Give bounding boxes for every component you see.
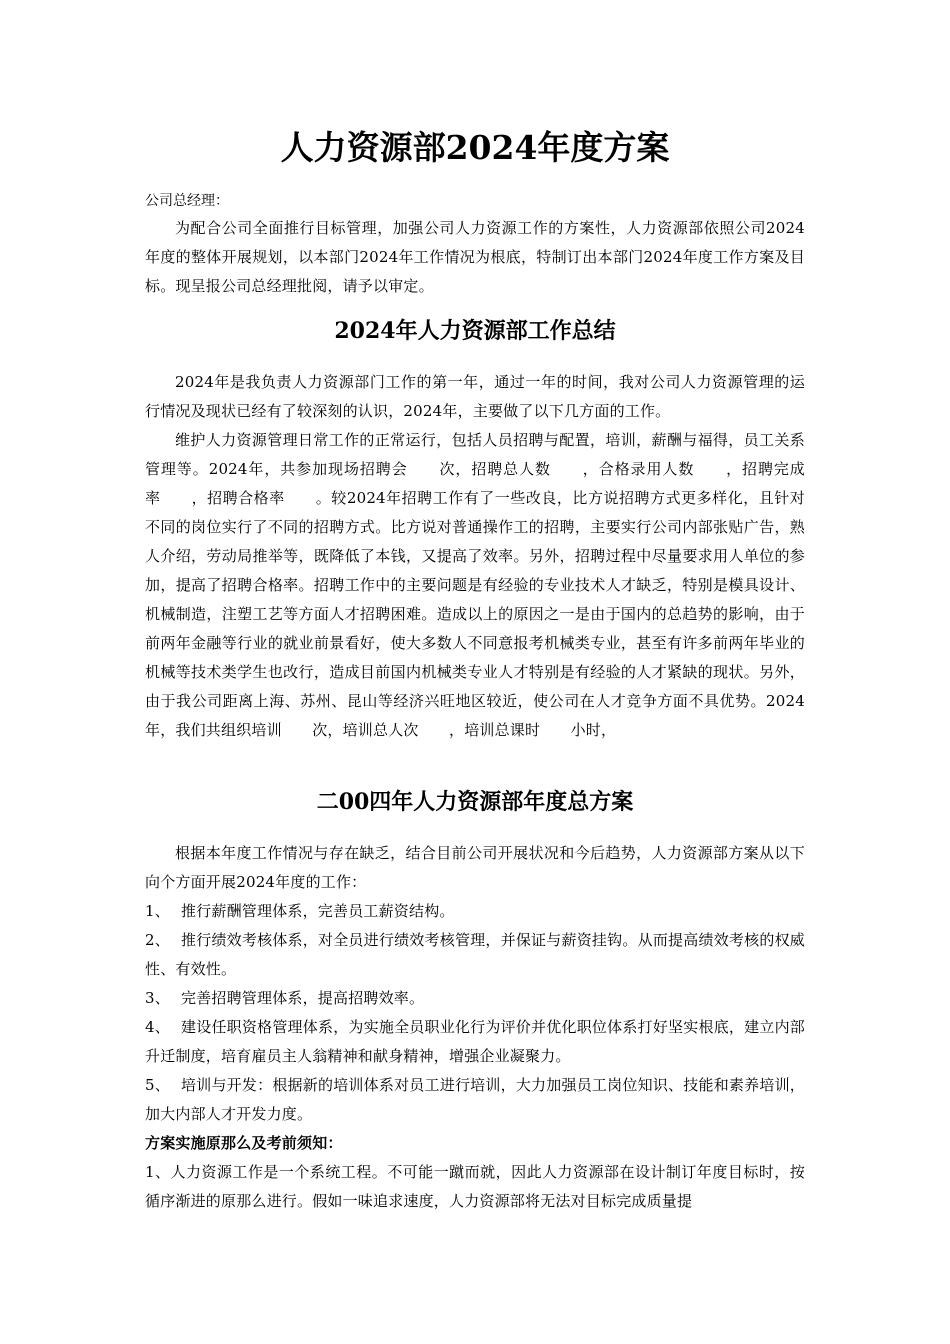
document-title: 人力资源部2024年度方案 [280,128,670,167]
plan-item: 3、 完善招聘管理体系，提高招聘效率。 [145,989,425,1007]
plan-item: 1、 推行薪酬管理体系，完善员工薪资结构。 [145,902,455,920]
principle-item: 1、人力资源工作是一个系统工程。不可能一蹴而就，因此人力资源部在设计制订年度目标时，按循序渐进的原那么进行。假如一味追求速度，人力资源部将无法对目标完成质量提 [145,1163,805,1210]
intro-paragraph: 为配合公司全面推行目标管理，加强公司人力资源工作的方案性，人力资源部依照公司2024年度的整体开展规划，以本部门2024年工作情况为根底，特制订出本部门2024年度工作方案及目标。现呈报公司总经理批阅，请予以审定。 [145,219,805,295]
summary-paragraph-1: 2024年是我负责人力资源部门工作的第一年，通过一年的时间，我对公司人力资源管理的运行情况及现状已经有了较深刻的认识，2024年，主要做了以下几方面的工作。 [145,373,805,420]
summary-paragraph-2: 维护人力资源管理日常工作的正常运行，包括人员招聘与配置，培训，薪酬与福得，员工关系管理等。2024年，共参加现场招聘会 次，招聘总人数 ，合格录用人数 ，招聘完成率 ，招聘合格率 。较2024年招聘工作有了一些改良，比方说招聘方式更多样化，且针对不同的岗位实行了不同的招聘方式。比方说对普通操作工的招聘，主要实行公司内部张贴广告，熟人介绍，劳动局推举等，既降低了本钱，又提高了效率。另外，招聘过程中尽量要求用人单位的参加，提高了招聘合格率。招聘工作中的主要问题是有经验的专业技术人才缺乏，特别是模具设计、机械制造，注塑工艺等方面人才招聘困难。造成以上的原因之一是由于国内的总趋势的影响，由于前两年金融等行业的就业前景看好，使大多数人不同意报考机械类专业，甚至有许多前两年毕业的机械等技术类学生也改行，造成目前国内机械类专业人才特别是有经验的人才紧缺的现状。另外，由于我公司距离上海、苏州、昆山等经济兴旺地区较近，使公司在人才竞争方面不具优势。2024年，我们共组织培训 次，培训总人次 ，培训总课时 小时， [145,431,805,739]
section-heading-plan: 二00四年人力资源部年度总方案 [316,789,634,815]
intro-block [145,214,805,301]
summary-block [145,368,805,745]
plan-item: 4、 建设任职资格管理体系，为实施全员职业化行为评价并优化职位体系打好坚实根底，建立内部升迁制度，培育雇员主人翁精神和献身精神，增强企业凝聚力。 [145,1018,805,1065]
plan-block [145,839,805,1216]
section-heading-summary: 2024年人力资源部工作总结 [334,318,616,344]
plan-item: 5、 培训与开发：根据新的培训体系对员工进行培训，大力加强员工岗位知识、技能和素养培训，加大内部人才开发力度。 [145,1076,805,1123]
principles-heading: 方案实施原那么及考前须知： [145,1134,343,1152]
plan-item: 2、 推行绩效考核体系，对全员进行绩效考核管理，并保证与薪资挂钩。从而提高绩效考核的权威性、有效性。 [145,931,805,978]
salutation: 公司总经理： [145,193,229,209]
plan-intro-paragraph: 根据本年度工作情况与存在缺乏，结合目前公司开展状况和今后趋势，人力资源部方案从以下向个方面开展2024年度的工作： [145,844,805,891]
